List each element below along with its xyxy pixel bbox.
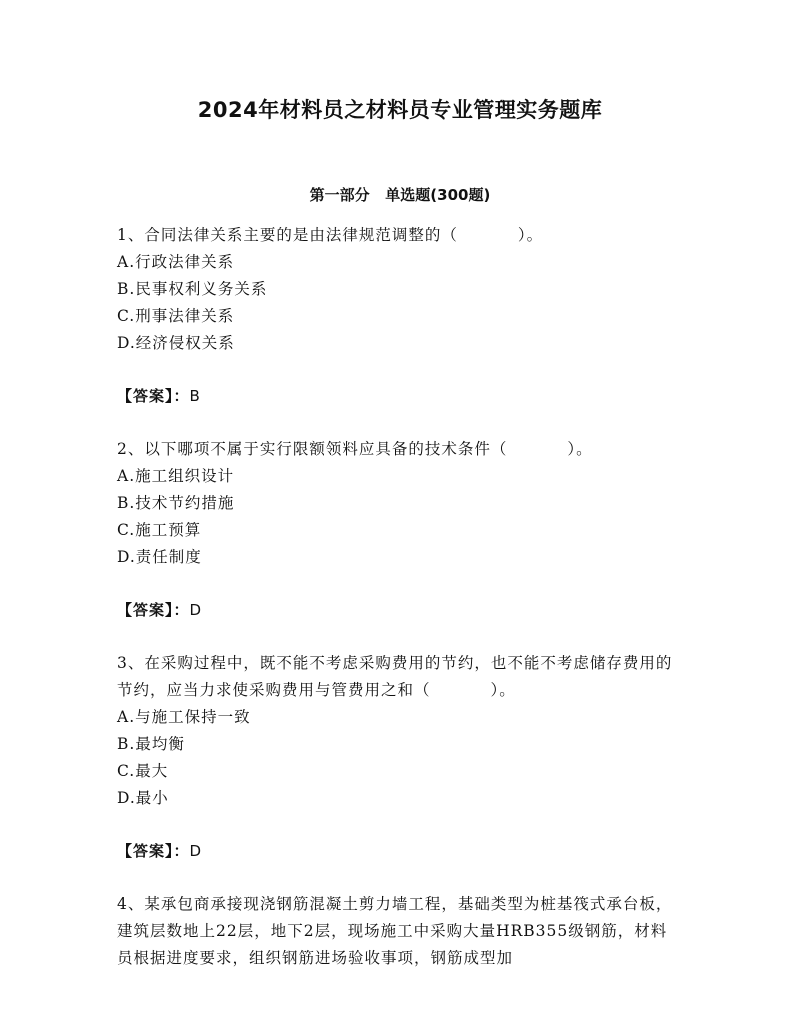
answer-value: B [189,387,201,405]
answer-value: D [189,842,203,860]
option-c: C.施工预算 [117,521,202,539]
option-a: A.与施工保持一致 [117,708,251,726]
option-b: B.最均衡 [117,735,185,753]
answer-value: D [189,601,203,619]
document-title: 2024年材料员之材料员专业管理实务题库 [197,98,603,122]
question-stem: 1、合同法律关系主要的是由法律规范调整的（ ）。 [117,226,544,244]
question-stem: 3、在采购过程中，既不能不考虑采购费用的节约，也不能不考虑储存费用的节约，应当力求使采购费用与管费用之和（ ）。 [117,654,673,699]
question-4 [117,891,683,972]
question-3 [117,650,683,865]
option-a: A.施工组织设计 [117,467,235,485]
option-a: A.行政法律关系 [117,253,235,271]
option-c: C.刑事法律关系 [117,307,235,325]
option-d: D.经济侵权关系 [117,334,235,352]
question-1 [117,222,683,410]
option-d: D.责任制度 [117,548,202,566]
question-list [117,222,683,972]
option-b: B.技术节约措施 [117,494,235,512]
option-c: C.最大 [117,762,169,780]
question-stem: 2、以下哪项不属于实行限额领料应具备的技术条件（ ）。 [117,440,593,458]
question-2 [117,436,683,624]
answer-line: 【答案】：B [117,387,201,405]
answer-line: 【答案】：D [117,842,203,860]
option-b: B.民事权利义务关系 [117,280,268,298]
section-title: 第一部分 单选题(300题) [309,186,491,204]
option-d: D.最小 [117,789,169,807]
answer-line: 【答案】：D [117,601,203,619]
question-stem: 4、某承包商承接现浇钢筋混凝土剪力墙工程，基础类型为桩基筏式承台板，建筑层数地上22层，地下2层，现场施工中采购大量HRB355级钢筋，材料员根据进度要求，组织钢筋进场验收事项，钢筋成型加 [117,895,673,967]
